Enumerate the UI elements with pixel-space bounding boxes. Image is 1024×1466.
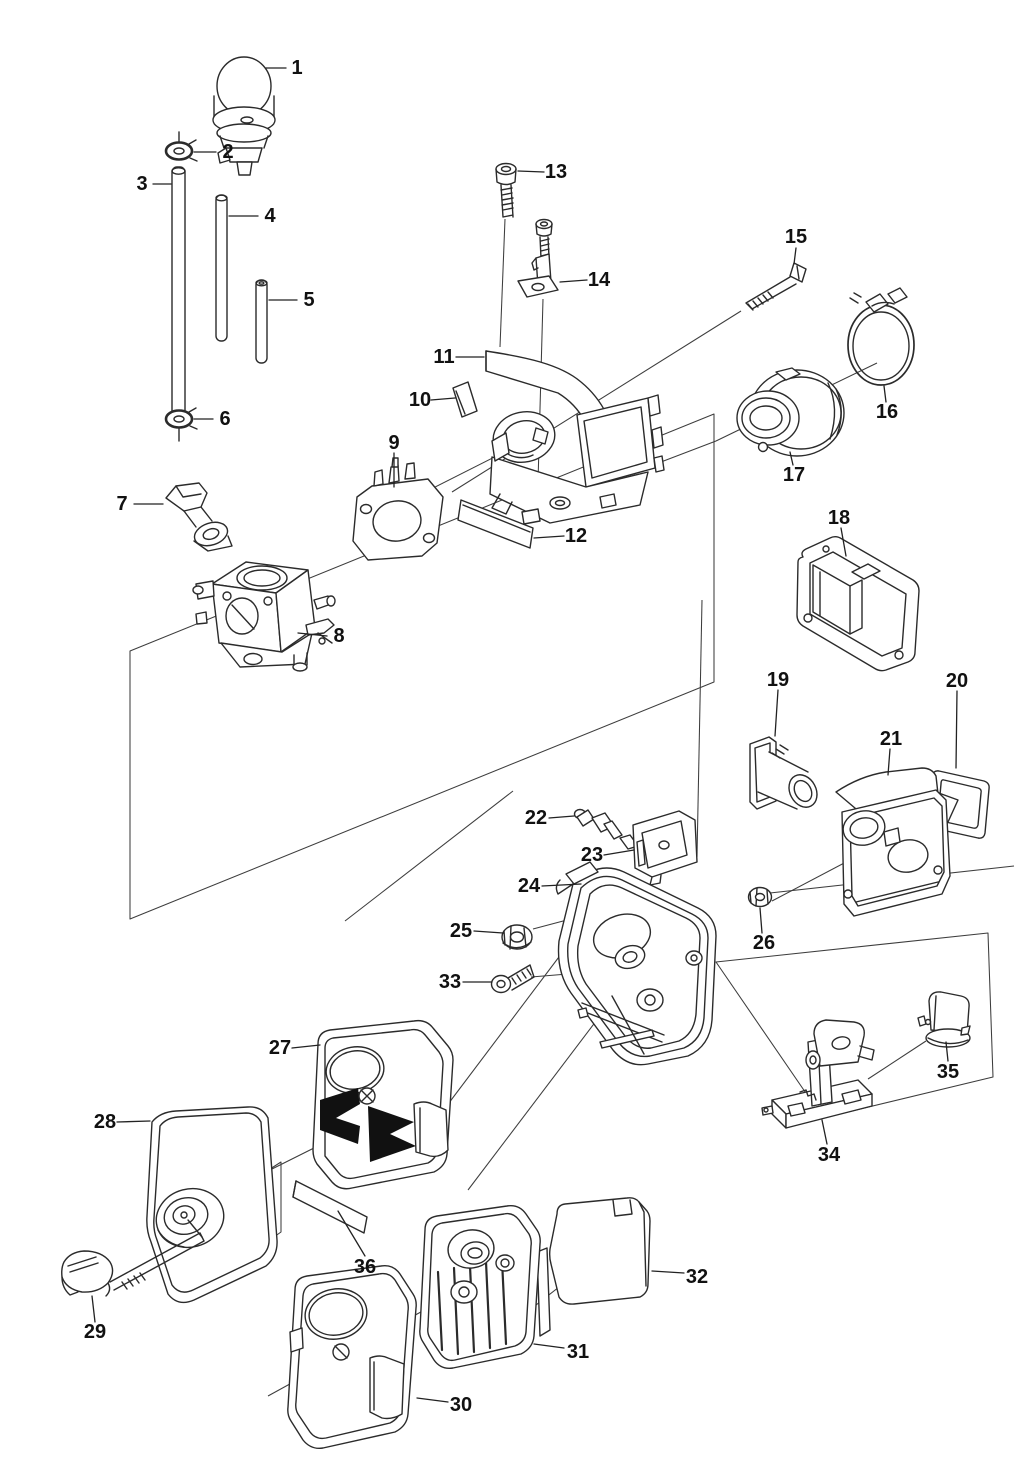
part-label-29: 29 [83, 1321, 107, 1343]
part-33-screw-drawing [492, 965, 535, 993]
part-4-hose-drawing [216, 195, 227, 341]
leader-line-32 [652, 1271, 684, 1273]
part-32-foam-filter-drawing [550, 1198, 650, 1304]
callout-fuel-hose-long [136, 173, 171, 195]
part-label-4: 4 [264, 205, 276, 227]
part-label-26: 26 [752, 932, 776, 954]
callout-fuel-hose-medium [229, 205, 276, 227]
leader-line-34 [822, 1120, 827, 1144]
part-26-nut-drawing [749, 888, 772, 907]
part-label-3: 3 [136, 173, 148, 195]
part-label-10: 10 [408, 389, 432, 411]
callout-intake-duct [767, 669, 789, 736]
part-5-hose-drawing [256, 280, 267, 363]
part-label-36: 36 [353, 1256, 377, 1278]
part-14-bracket-drawing [518, 220, 558, 298]
part-label-28: 28 [93, 1111, 117, 1133]
part-36-strip-drawing [293, 1181, 367, 1233]
part-label-18: 18 [827, 507, 851, 529]
callout-air-filter-housing [269, 1037, 320, 1059]
callout-valve-stem [525, 807, 574, 829]
part-label-6: 6 [219, 408, 231, 430]
drop-line [697, 600, 702, 857]
part-34-choke-lever-drawing [762, 1020, 874, 1128]
part-label-2: 2 [222, 141, 234, 163]
leader-line-25 [474, 931, 503, 933]
part-25-nut-drawing [502, 925, 532, 949]
part-16-clamp-ring-drawing [848, 288, 914, 385]
callout-hose-clamp-ring [876, 386, 898, 423]
callout-primer-bulb [266, 57, 303, 79]
callout-carburetor-bracket [433, 346, 484, 368]
part-19-intake-duct-drawing [750, 737, 822, 812]
leader-line-14 [560, 280, 587, 282]
callout-base-screw [439, 971, 492, 993]
callout-hose-clamp-upper [194, 141, 234, 163]
part-label-34: 34 [817, 1144, 841, 1166]
part-label-25: 25 [449, 920, 473, 942]
part-label-14: 14 [587, 269, 611, 291]
callout-seal-ring [946, 670, 968, 768]
callout-flange-nut [450, 920, 503, 942]
callout-air-filter-cover [94, 1111, 150, 1133]
axis-base-to-housing-2 [468, 1000, 612, 1190]
part-label-19: 19 [766, 669, 790, 691]
part-label-9: 9 [388, 432, 400, 454]
part-13-screw-drawing [496, 164, 516, 218]
part-15-bolt-drawing [746, 263, 806, 310]
part-3-hose-drawing [172, 167, 185, 420]
callout-spacer-strip [409, 389, 455, 411]
part-35-choke-flap-drawing [918, 992, 970, 1047]
part-label-31: 31 [566, 1341, 590, 1363]
part-label-23: 23 [580, 844, 604, 866]
callout-intake-boot [783, 452, 805, 486]
leader-line-19 [775, 690, 778, 736]
callout-choke-flap [937, 1042, 959, 1083]
part-label-21: 21 [879, 728, 903, 750]
callout-foam-filter [652, 1266, 708, 1288]
callout-retainer-bracket [560, 269, 611, 291]
axis-valve-group [345, 791, 513, 921]
callout-cover-knob [84, 1296, 106, 1343]
leader-line-28 [117, 1121, 150, 1122]
part-17-intake-boot-drawing [737, 368, 844, 456]
part-28-filter-cover-drawing [147, 1107, 277, 1303]
part-label-16: 16 [875, 401, 899, 423]
parts-artwork [62, 57, 989, 1448]
axis-flap [868, 1041, 926, 1079]
leader-line-20 [956, 691, 957, 768]
part-label-22: 22 [524, 807, 548, 829]
leader-line-30 [417, 1398, 448, 1402]
part-label-35: 35 [936, 1061, 960, 1083]
callout-flange-nut-small [753, 908, 775, 954]
leader-line-26 [760, 908, 762, 933]
part-31-ribbed-plate-drawing [420, 1206, 550, 1369]
part-label-13: 13 [544, 161, 568, 183]
part-label-5: 5 [303, 289, 315, 311]
part-label-7: 7 [116, 493, 128, 515]
part-11-bracket-drawing [486, 351, 664, 524]
part-label-24: 24 [517, 875, 541, 897]
part-label-30: 30 [449, 1394, 473, 1416]
part-label-8: 8 [333, 625, 345, 647]
leader-line-23 [604, 850, 634, 855]
leader-line-31 [534, 1344, 564, 1348]
part-label-32: 32 [685, 1266, 709, 1288]
screw-axis-1 [500, 219, 505, 347]
part-label-12: 12 [564, 525, 588, 547]
part-label-17: 17 [782, 464, 806, 486]
callout-filter-plate-ribbed [534, 1341, 589, 1363]
leader-line-16 [884, 386, 886, 402]
part-label-11: 11 [433, 346, 455, 368]
callout-long-bolt [785, 226, 807, 264]
callout-gasket-strip [534, 525, 587, 547]
leader-line-13 [518, 171, 544, 172]
part-27-filter-housing-drawing [313, 1021, 453, 1189]
part-23-valve-housing-drawing [633, 811, 697, 885]
part-7-elbow-drawing [166, 483, 232, 551]
part-18-gasket-plate-drawing [797, 537, 919, 671]
callout-fuel-hose-short [269, 289, 315, 311]
callout-intake-housing [880, 728, 902, 775]
leader-line-27 [292, 1045, 320, 1048]
part-label-33: 33 [438, 971, 462, 993]
part-label-15: 15 [784, 226, 808, 248]
part-24-filter-base-drawing [556, 862, 716, 1065]
callout-choke-lever [818, 1120, 841, 1166]
part-label-20: 20 [945, 670, 969, 692]
leader-line-12 [534, 536, 564, 538]
leader-line-29 [92, 1296, 95, 1322]
part-9-gasket-drawing [353, 458, 443, 560]
callout-filter-backplate [417, 1394, 472, 1416]
part-10-strip-drawing [453, 382, 477, 417]
callout-socket-screw [518, 161, 567, 183]
part-2-hose-clamp-drawing [166, 132, 197, 161]
leader-line-22 [549, 816, 574, 818]
leader-line-10 [431, 398, 455, 400]
part-label-1: 1 [291, 57, 303, 79]
part-label-27: 27 [268, 1037, 292, 1059]
callout-hose-clamp-lower [194, 408, 231, 430]
part-30-backplate-drawing [288, 1266, 416, 1449]
leader-line-15 [794, 248, 796, 264]
part-6-hose-clamp-drawing [166, 408, 197, 441]
callout-elbow-grommet [116, 493, 163, 515]
